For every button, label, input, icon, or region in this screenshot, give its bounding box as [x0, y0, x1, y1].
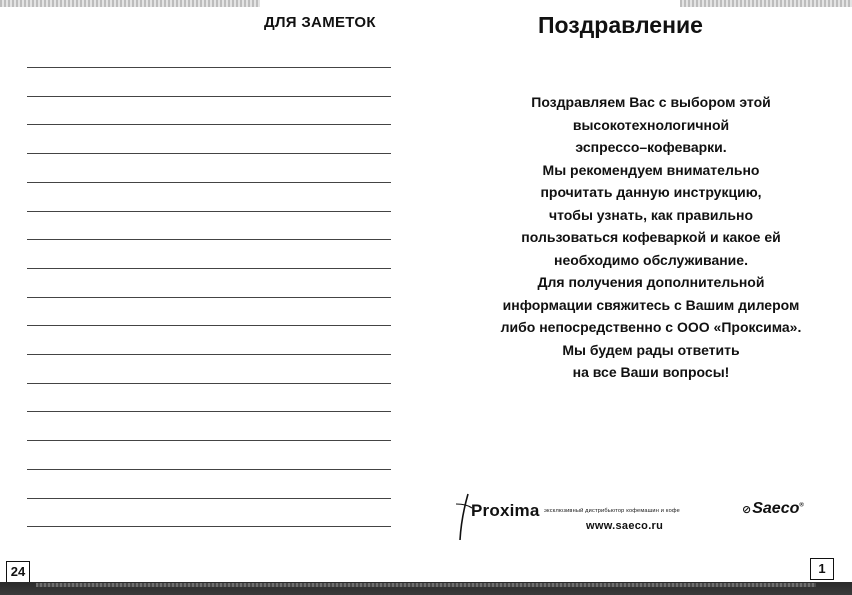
note-line: [27, 354, 391, 355]
text-line: эспрессо–кофеварки.: [575, 139, 727, 155]
congratulations-page: [420, 0, 852, 582]
notes-title: ДЛЯ ЗАМЕТОК: [264, 14, 376, 31]
saeco-logo-text: Saeco: [752, 500, 800, 517]
saeco-mark-icon: ⊘: [742, 504, 752, 516]
note-line: [27, 325, 391, 326]
note-line: [27, 440, 391, 441]
registered-icon: ®: [799, 502, 804, 509]
note-line: [27, 239, 391, 240]
page-number-left: 24: [6, 561, 30, 583]
text-line: прочитать данную инструкцию,: [540, 184, 762, 200]
text-line: Поздравляем Вас с выбором этой: [531, 94, 771, 110]
text-line: Для получения дополнительной: [537, 274, 765, 290]
note-line: [27, 297, 391, 298]
text-line: высокотехнологичной: [572, 116, 730, 133]
note-line: [27, 153, 391, 154]
note-line: [27, 498, 391, 499]
website-link[interactable]: www.saeco.ru: [586, 520, 664, 532]
note-line: [27, 411, 391, 412]
note-line: [27, 182, 391, 183]
text-line: необходимо обслуживание.: [554, 251, 748, 268]
note-line: [27, 469, 391, 470]
text-line: информации свяжитесь с Вашим дилером: [502, 296, 800, 313]
note-line: [27, 124, 391, 125]
bottom-edge-bar: [0, 582, 852, 595]
text-line: Мы будем рады ответить: [562, 341, 740, 358]
note-line: [27, 211, 391, 212]
note-line: [27, 67, 391, 68]
text-line: на все Ваши вопросы!: [572, 364, 730, 380]
note-line: [27, 268, 391, 269]
notes-page: [0, 0, 420, 582]
page-number-right: 1: [810, 558, 834, 580]
note-line: [27, 383, 391, 384]
distributor-tagline: эксклюзивный дистрибьютор кофемашин и кофе: [544, 508, 680, 514]
congratulations-text: [442, 91, 852, 384]
note-line: [27, 96, 391, 97]
text-line: либо непосредственно с ООО «Проксима».: [500, 319, 802, 335]
text-line: чтобы узнать, как правильно: [548, 206, 754, 223]
text-line: пользоваться кофеваркой и какое ей: [521, 229, 781, 245]
congratulations-title: Поздравление: [538, 12, 703, 38]
note-line: [27, 526, 391, 527]
text-line: Мы рекомендуем внимательно: [542, 161, 760, 178]
saeco-logo: [742, 500, 804, 518]
proxima-logo-text: Proxima: [471, 501, 540, 520]
